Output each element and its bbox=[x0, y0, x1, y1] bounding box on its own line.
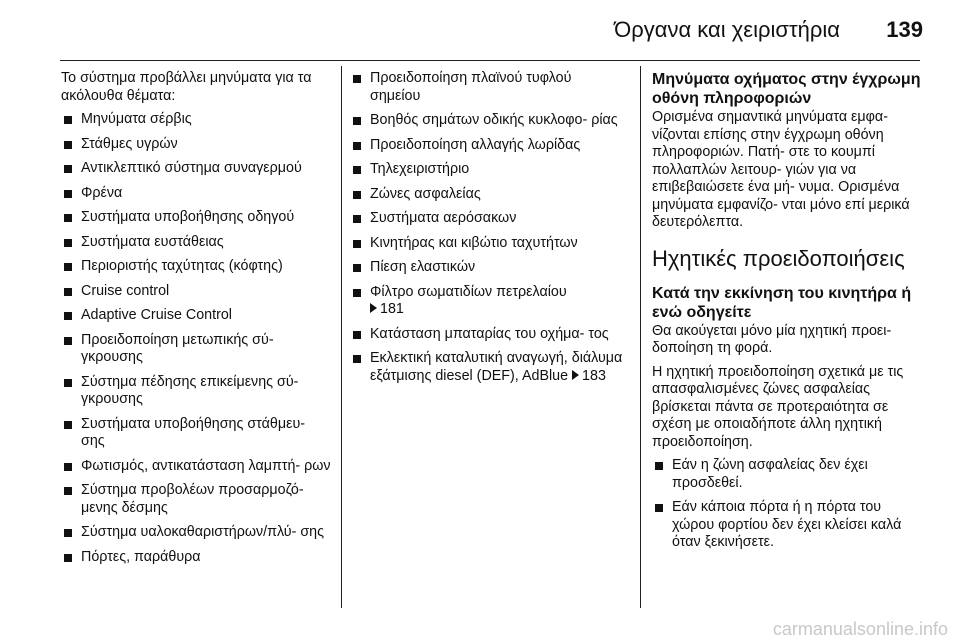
bullet-square-icon bbox=[353, 331, 361, 339]
section-heading-audible-warnings: Ηχητικές προειδοποιήσεις bbox=[652, 245, 905, 271]
bullet-square-icon bbox=[353, 240, 361, 248]
list-item: Συστήματα ευστάθειας bbox=[61, 234, 331, 252]
column-2 bbox=[350, 70, 625, 392]
paragraph-single-chime: Θα ακούγεται μόνο μία ηχητική προει‐ δοποίηση τη φορά. bbox=[652, 322, 892, 356]
list-item: Σύστημα υαλοκαθαριστήρων/πλύ‐ σης bbox=[61, 524, 331, 542]
list-item: Σύστημα πέδησης επικείμενης σύ‐ γκρουσης bbox=[61, 374, 331, 409]
bullet-square-icon bbox=[64, 165, 72, 173]
section-heading-vehicle-messages: Μηνύματα οχήματος στην έγχρωμη οθόνη πληροφοριών bbox=[652, 71, 921, 107]
list-item: Μηνύματα σέρβις bbox=[61, 111, 331, 129]
subsection-heading-engine-start: Κατά την εκκίνηση του κινητήρα ή ενώ οδηγείτε bbox=[652, 284, 912, 321]
page-number: 139 bbox=[886, 17, 923, 42]
header-divider bbox=[60, 60, 920, 61]
column-divider-2 bbox=[640, 66, 641, 608]
list-item: Κατάσταση μπαταρίας του οχήμα‐ τος bbox=[350, 326, 625, 344]
arrow-right-icon bbox=[370, 303, 377, 313]
bullet-square-icon bbox=[64, 463, 72, 471]
bullet-square-icon bbox=[353, 289, 361, 297]
bullet-square-icon bbox=[64, 141, 72, 149]
list-item: Βοηθός σημάτων οδικής κυκλοφο‐ ρίας bbox=[350, 112, 625, 130]
list-item: Πόρτες, παράθυρα bbox=[61, 549, 331, 567]
bullet-square-icon bbox=[353, 191, 361, 199]
list-item: Συστήματα υποβοήθησης οδηγού bbox=[61, 209, 331, 227]
watermark: carmanualsonline.info bbox=[772, 619, 948, 639]
arrow-right-icon bbox=[572, 370, 579, 380]
list-item: Στάθμες υγρών bbox=[61, 136, 331, 154]
page-reference-link[interactable]: 181 bbox=[370, 301, 404, 317]
bullet-square-icon bbox=[64, 263, 72, 271]
list-item: Περιοριστής ταχύτητας (κόφτης) bbox=[61, 258, 331, 276]
bullet-square-icon bbox=[64, 214, 72, 222]
page-header bbox=[0, 0, 960, 60]
list-item: Αντικλεπτικό σύστημα συναγερμού bbox=[61, 160, 331, 178]
bullet-square-icon bbox=[64, 116, 72, 124]
list-item: Φωτισμός, αντικατάσταση λαμπτή‐ ρων bbox=[61, 458, 331, 476]
bullet-square-icon bbox=[64, 529, 72, 537]
list-item: Κινητήρας και κιβώτιο ταχυτήτων bbox=[350, 235, 625, 253]
list-item: Adaptive Cruise Control bbox=[61, 307, 331, 325]
topic-list-2 bbox=[350, 70, 625, 385]
bullet-square-icon bbox=[64, 288, 72, 296]
list-item: Cruise control bbox=[61, 283, 331, 301]
bullet-square-icon bbox=[353, 117, 361, 125]
list-item: Προειδοποίηση μετωπικής σύ‐ γκρουσης bbox=[61, 332, 331, 367]
column-3 bbox=[652, 70, 927, 559]
paragraph-seatbelt-priority: Η ηχητική προειδοποίηση σχετικά με τις απασφαλισμένες ζώνες ασφαλείας βρίσκεται πάντα σε προτεραιότητα σε σχέση με οποιαδήποτε άλλη ηχητική προειδοποίηση. bbox=[652, 363, 904, 450]
list-item: Φρένα bbox=[61, 185, 331, 203]
bullet-square-icon bbox=[655, 504, 663, 512]
bullet-square-icon bbox=[64, 379, 72, 387]
bullet-square-icon bbox=[64, 239, 72, 247]
bullet-square-icon bbox=[64, 312, 72, 320]
bullet-square-icon bbox=[64, 190, 72, 198]
page-title: Όργανα και χειριστήρια bbox=[614, 17, 840, 42]
list-item: Προειδοποίηση πλαϊνού τυφλού σημείου bbox=[350, 70, 625, 105]
list-item: Εκλεκτική καταλυτική αναγωγή, διάλυμα εξάτμισης diesel (DEF), AdBlue 183 bbox=[350, 350, 625, 385]
bullet-square-icon bbox=[353, 355, 361, 363]
list-item: Εάν κάποια πόρτα ή η πόρτα του χώρου φορτίου δεν έχει κλείσει καλά όταν ξεκινήσετε. bbox=[652, 499, 927, 552]
list-item: Συστήματα υποβοήθησης στάθμευ‐ σης bbox=[61, 416, 331, 451]
bullet-square-icon bbox=[64, 554, 72, 562]
bullet-square-icon bbox=[353, 215, 361, 223]
bullet-square-icon bbox=[353, 264, 361, 272]
bullet-square-icon bbox=[353, 166, 361, 174]
vehicle-messages-paragraph: Ορισμένα σημαντικά μηνύματα εμφα‐ νίζονται επίσης στην έγχρωμη οθόνη πληροφοριών. Πατή‐ στε το κουμπί πολλαπλών λειτουρ‐ γιών για να επιβεβαιώσετε ένα μή‐ νυμα. Ορισμένα μηνύματα εμφανίζο‐ νται μόνο επί μερικά δευτερόλεπτα. bbox=[652, 109, 910, 230]
bullet-square-icon bbox=[353, 142, 361, 150]
topic-list-1 bbox=[61, 111, 331, 566]
bullet-square-icon bbox=[353, 75, 361, 83]
bullet-square-icon bbox=[64, 487, 72, 495]
list-item: Πίεση ελαστικών bbox=[350, 259, 625, 277]
list-item: Συστήματα αερόσακων bbox=[350, 210, 625, 228]
list-item: Ζώνες ασφαλείας bbox=[350, 186, 625, 204]
column-1 bbox=[61, 70, 331, 573]
column-divider-1 bbox=[341, 66, 342, 608]
list-item: Προειδοποίηση αλλαγής λωρίδας bbox=[350, 137, 625, 155]
bullet-square-icon bbox=[64, 337, 72, 345]
warning-list bbox=[652, 457, 927, 552]
bullet-square-icon bbox=[64, 421, 72, 429]
list-item: Τηλεχειριστήριο bbox=[350, 161, 625, 179]
intro-paragraph: Το σύστημα προβάλλει μηνύματα για τα ακόλουθα θέματα: bbox=[61, 70, 312, 104]
page-reference-link[interactable]: 183 bbox=[572, 368, 606, 384]
list-item: Σύστημα προβολέων προσαρμοζό‐ μενης δέσμης bbox=[61, 482, 331, 517]
bullet-square-icon bbox=[655, 462, 663, 470]
list-item: Εάν η ζώνη ασφαλείας δεν έχει προσδεθεί. bbox=[652, 457, 927, 492]
list-item: Φίλτρο σωματιδίων πετρελαίου 181 bbox=[350, 284, 625, 319]
